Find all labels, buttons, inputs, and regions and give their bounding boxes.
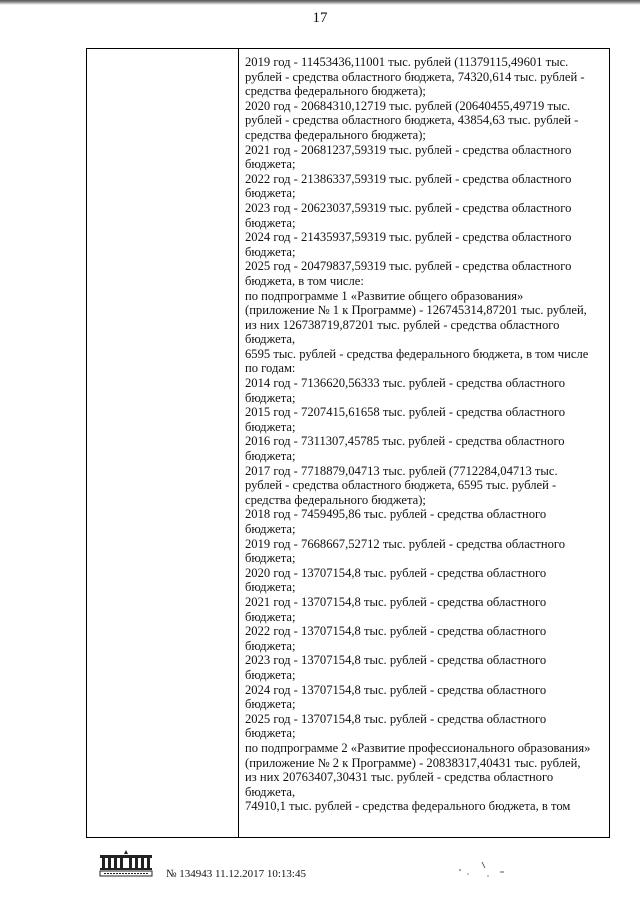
page-number: 17 xyxy=(312,10,328,26)
column-divider xyxy=(238,49,239,837)
text-line: (приложение № 1 к Программе) - 126745314,87201 тыс. рублей, xyxy=(245,303,587,318)
text-line: бюджета; xyxy=(245,697,296,712)
text-line: 2021 год - 13707154,8 тыс. рублей - средства областного xyxy=(245,594,547,609)
text-line: бюджета; xyxy=(245,157,296,172)
text-line: бюджета; xyxy=(245,667,296,682)
text-line: по подпрограмме 2 «Развитие профессионального образования» xyxy=(245,740,591,755)
text-line: 2025 год - 20479837,59319 тыс. рублей - средства областного xyxy=(245,259,572,274)
text-line: 2024 год - 21435937,59319 тыс. рублей - средства областного xyxy=(245,230,572,245)
text-line: бюджета; xyxy=(245,419,296,434)
text-line: 2020 год - 20684310,12719 тыс. рублей (20640455,49719 тыс. xyxy=(245,98,571,113)
text-line: средства федерального бюджета); xyxy=(245,492,426,507)
document-footer xyxy=(96,848,596,888)
text-line: бюджета, xyxy=(245,784,296,799)
text-line: 2015 год - 7207415,61658 тыс. рублей - средства областного xyxy=(245,405,566,420)
scan-top-edge xyxy=(0,0,640,5)
text-line: по годам: xyxy=(245,361,296,376)
text-line: 2020 год - 13707154,8 тыс. рублей - средства областного xyxy=(245,565,547,580)
government-building-emblem xyxy=(96,848,156,878)
scan-specks xyxy=(456,856,516,880)
text-line: 2023 год - 13707154,8 тыс. рублей - средства областного xyxy=(245,653,547,668)
text-line: средства федерального бюджета); xyxy=(245,127,426,142)
registration-stamp: № 134943 11.12.2017 10:13:45 xyxy=(166,868,306,880)
text-line: рублей - средства областного бюджета, 74320,614 тыс. рублей - xyxy=(245,69,585,84)
text-line: 6595 тыс. рублей - средства федерального бюджета, в том числе xyxy=(245,346,589,361)
text-line: (приложение № 2 к Программе) - 20838317,40431 тыс. рублей, xyxy=(245,755,581,770)
text-line: 2023 год - 20623037,59319 тыс. рублей - средства областного xyxy=(245,200,572,215)
text-line: бюджета; xyxy=(245,244,296,259)
text-line: 2017 год - 7718879,04713 тыс. рублей (7712284,04713 тыс. xyxy=(245,463,558,478)
text-line: бюджета; xyxy=(245,551,296,566)
program-funding-table xyxy=(86,48,610,838)
text-line: бюджета; xyxy=(245,215,296,230)
text-line: бюджета; xyxy=(245,726,296,741)
text-line: средства федерального бюджета); xyxy=(245,84,426,99)
text-line: бюджета; xyxy=(245,522,296,536)
text-line: 2024 год - 13707154,8 тыс. рублей - средства областного xyxy=(245,682,547,697)
text-line: из них 20763407,30431 тыс. рублей - средства областного xyxy=(245,770,554,785)
text-line: 2022 год - 21386337,59319 тыс. рублей - средства областного xyxy=(245,171,572,186)
text-line: бюджета, xyxy=(245,332,296,347)
text-line: бюджета; xyxy=(245,638,296,653)
funding-text-cell xyxy=(245,55,607,814)
text-line: бюджета, в том числе: xyxy=(245,273,364,288)
text-line: бюджета; xyxy=(245,390,296,405)
text-line: бюджета; xyxy=(245,609,296,624)
text-line: 2022 год - 13707154,8 тыс. рублей - средства областного xyxy=(245,624,547,639)
text-line: из них 126738719,87201 тыс. рублей - средства областного xyxy=(245,317,560,332)
text-line: бюджета; xyxy=(245,186,296,201)
text-line: 2018 год - 7459495,86 тыс. рублей - средства областного xyxy=(245,507,547,522)
text-line: 74910,1 тыс. рублей - средства федерального бюджета, в том xyxy=(245,799,571,814)
text-line: 2014 год - 7136620,56333 тыс. рублей - средства областного xyxy=(245,376,566,391)
text-line: рублей - средства областного бюджета, 6595 тыс. рублей - xyxy=(245,478,557,493)
text-line: бюджета; xyxy=(245,449,296,464)
text-line: рублей - средства областного бюджета, 43854,63 тыс. рублей - xyxy=(245,113,579,128)
text-line: 2016 год - 7311307,45785 тыс. рублей - средства областного xyxy=(245,434,565,449)
text-line: 2019 год - 11453436,11001 тыс. рублей (11379115,49601 тыс. xyxy=(245,55,569,69)
text-line: 2019 год - 7668667,52712 тыс. рублей - средства областного xyxy=(245,536,566,551)
text-line: бюджета; xyxy=(245,580,296,595)
text-line: по подпрограмме 1 «Развитие общего образования» xyxy=(245,288,524,303)
text-line: 2021 год - 20681237,59319 тыс. рублей - средства областного xyxy=(245,142,572,157)
text-line: 2025 год - 13707154,8 тыс. рублей - средства областного xyxy=(245,711,547,726)
